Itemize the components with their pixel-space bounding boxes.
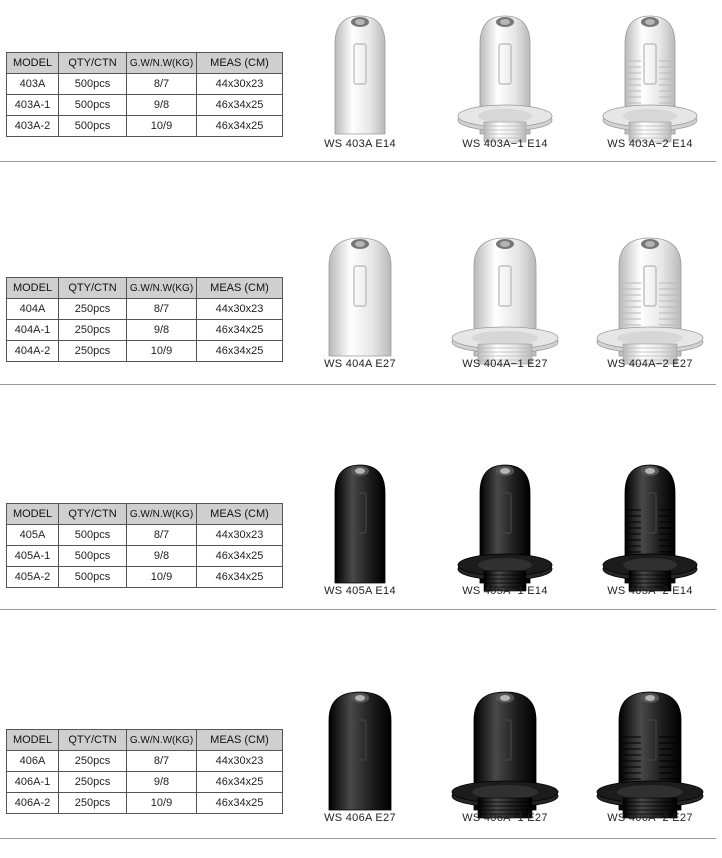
- table-row: [7, 525, 283, 546]
- product-caption: WS 406A−1 E27: [462, 812, 548, 824]
- column-header: G.W/N.W(KG): [127, 504, 197, 525]
- cell-weight: 8/7: [127, 751, 197, 772]
- table-row: [7, 74, 283, 95]
- product-caption: WS 406A−2 E27: [607, 812, 693, 824]
- cell-model: 405A-1: [7, 546, 59, 567]
- cell-qty: 500pcs: [59, 95, 127, 116]
- cell-meas: 46x34x25: [197, 567, 283, 588]
- column-header: G.W/N.W(KG): [127, 278, 197, 299]
- cell-meas: 44x30x23: [197, 74, 283, 95]
- column-header: MEAS (CM): [197, 730, 283, 751]
- cell-weight: 10/9: [127, 793, 197, 814]
- product-caption: WS 406A E27: [324, 812, 396, 824]
- table-row: [7, 772, 283, 793]
- column-header: QTY/CTN: [59, 504, 127, 525]
- product-caption: WS 404A−2 E27: [607, 358, 693, 370]
- product-item: [295, 678, 425, 858]
- product-item: [295, 224, 425, 404]
- product-caption: WS 403A E14: [324, 138, 396, 150]
- cell-weight: 9/8: [127, 546, 197, 567]
- product-item: [440, 224, 570, 404]
- table-row: [7, 116, 283, 137]
- cell-model: 404A-1: [7, 320, 59, 341]
- cell-model: 405A: [7, 525, 59, 546]
- table-header-row: [7, 53, 283, 74]
- cell-meas: 44x30x23: [197, 525, 283, 546]
- cell-qty: 250pcs: [59, 341, 127, 362]
- product-item: [295, 451, 425, 631]
- column-header: G.W/N.W(KG): [127, 730, 197, 751]
- product-item: [440, 2, 570, 182]
- column-header: MODEL: [7, 730, 59, 751]
- cell-weight: 9/8: [127, 320, 197, 341]
- product-item: [585, 2, 715, 182]
- cell-meas: 46x34x25: [197, 116, 283, 137]
- cell-meas: 44x30x23: [197, 299, 283, 320]
- cell-model: 406A: [7, 751, 59, 772]
- column-header: MODEL: [7, 278, 59, 299]
- cell-model: 405A-2: [7, 567, 59, 588]
- product-caption: WS 405A−1 E14: [462, 585, 548, 597]
- table-row: [7, 567, 283, 588]
- cell-model: 404A: [7, 299, 59, 320]
- cell-model: 404A-2: [7, 341, 59, 362]
- table-row: [7, 341, 283, 362]
- column-header: MODEL: [7, 53, 59, 74]
- cell-weight: 8/7: [127, 525, 197, 546]
- spec-table: [6, 503, 283, 588]
- cell-meas: 46x34x25: [197, 95, 283, 116]
- column-header: MEAS (CM): [197, 504, 283, 525]
- table-row: [7, 793, 283, 814]
- cell-meas: 46x34x25: [197, 320, 283, 341]
- product-item: [585, 678, 715, 858]
- cell-weight: 10/9: [127, 116, 197, 137]
- section-divider: [0, 609, 716, 610]
- product-caption: WS 403A−2 E14: [607, 138, 693, 150]
- cell-weight: 9/8: [127, 95, 197, 116]
- cell-qty: 500pcs: [59, 116, 127, 137]
- column-header: MEAS (CM): [197, 278, 283, 299]
- cell-model: 403A-1: [7, 95, 59, 116]
- cell-weight: 10/9: [127, 341, 197, 362]
- cell-qty: 250pcs: [59, 320, 127, 341]
- column-header: QTY/CTN: [59, 278, 127, 299]
- cell-meas: 46x34x25: [197, 772, 283, 793]
- product-caption: WS 405A E14: [324, 585, 396, 597]
- section-divider: [0, 384, 716, 385]
- section-divider: [0, 161, 716, 162]
- cell-qty: 500pcs: [59, 567, 127, 588]
- table-row: [7, 546, 283, 567]
- cell-model: 406A-2: [7, 793, 59, 814]
- product-caption: WS 404A E27: [324, 358, 396, 370]
- cell-model: 403A: [7, 74, 59, 95]
- product-caption: WS 405A−2 E14: [607, 585, 693, 597]
- column-header: MODEL: [7, 504, 59, 525]
- cell-qty: 500pcs: [59, 546, 127, 567]
- cell-weight: 10/9: [127, 567, 197, 588]
- product-caption: WS 404A−1 E27: [462, 358, 548, 370]
- cell-meas: 46x34x25: [197, 546, 283, 567]
- table-row: [7, 299, 283, 320]
- column-header: QTY/CTN: [59, 53, 127, 74]
- cell-weight: 8/7: [127, 299, 197, 320]
- table-row: [7, 320, 283, 341]
- product-item: [440, 678, 570, 858]
- cell-qty: 250pcs: [59, 772, 127, 793]
- product-item: [295, 2, 425, 182]
- cell-qty: 250pcs: [59, 751, 127, 772]
- spec-table: [6, 277, 283, 362]
- spec-table: [6, 52, 283, 137]
- cell-qty: 500pcs: [59, 525, 127, 546]
- spec-table: [6, 729, 283, 814]
- column-header: QTY/CTN: [59, 730, 127, 751]
- table-header-row: [7, 504, 283, 525]
- cell-meas: 46x34x25: [197, 793, 283, 814]
- cell-weight: 9/8: [127, 772, 197, 793]
- table-header-row: [7, 730, 283, 751]
- cell-meas: 44x30x23: [197, 751, 283, 772]
- product-item: [440, 451, 570, 631]
- product-item: [585, 451, 715, 631]
- section-divider: [0, 838, 716, 839]
- cell-model: 406A-1: [7, 772, 59, 793]
- cell-weight: 8/7: [127, 74, 197, 95]
- cell-model: 403A-2: [7, 116, 59, 137]
- table-row: [7, 95, 283, 116]
- table-row: [7, 751, 283, 772]
- table-header-row: [7, 278, 283, 299]
- cell-qty: 250pcs: [59, 793, 127, 814]
- column-header: MEAS (CM): [197, 53, 283, 74]
- product-item: [585, 224, 715, 404]
- column-header: G.W/N.W(KG): [127, 53, 197, 74]
- cell-meas: 46x34x25: [197, 341, 283, 362]
- product-caption: WS 403A−1 E14: [462, 138, 548, 150]
- cell-qty: 500pcs: [59, 74, 127, 95]
- cell-qty: 250pcs: [59, 299, 127, 320]
